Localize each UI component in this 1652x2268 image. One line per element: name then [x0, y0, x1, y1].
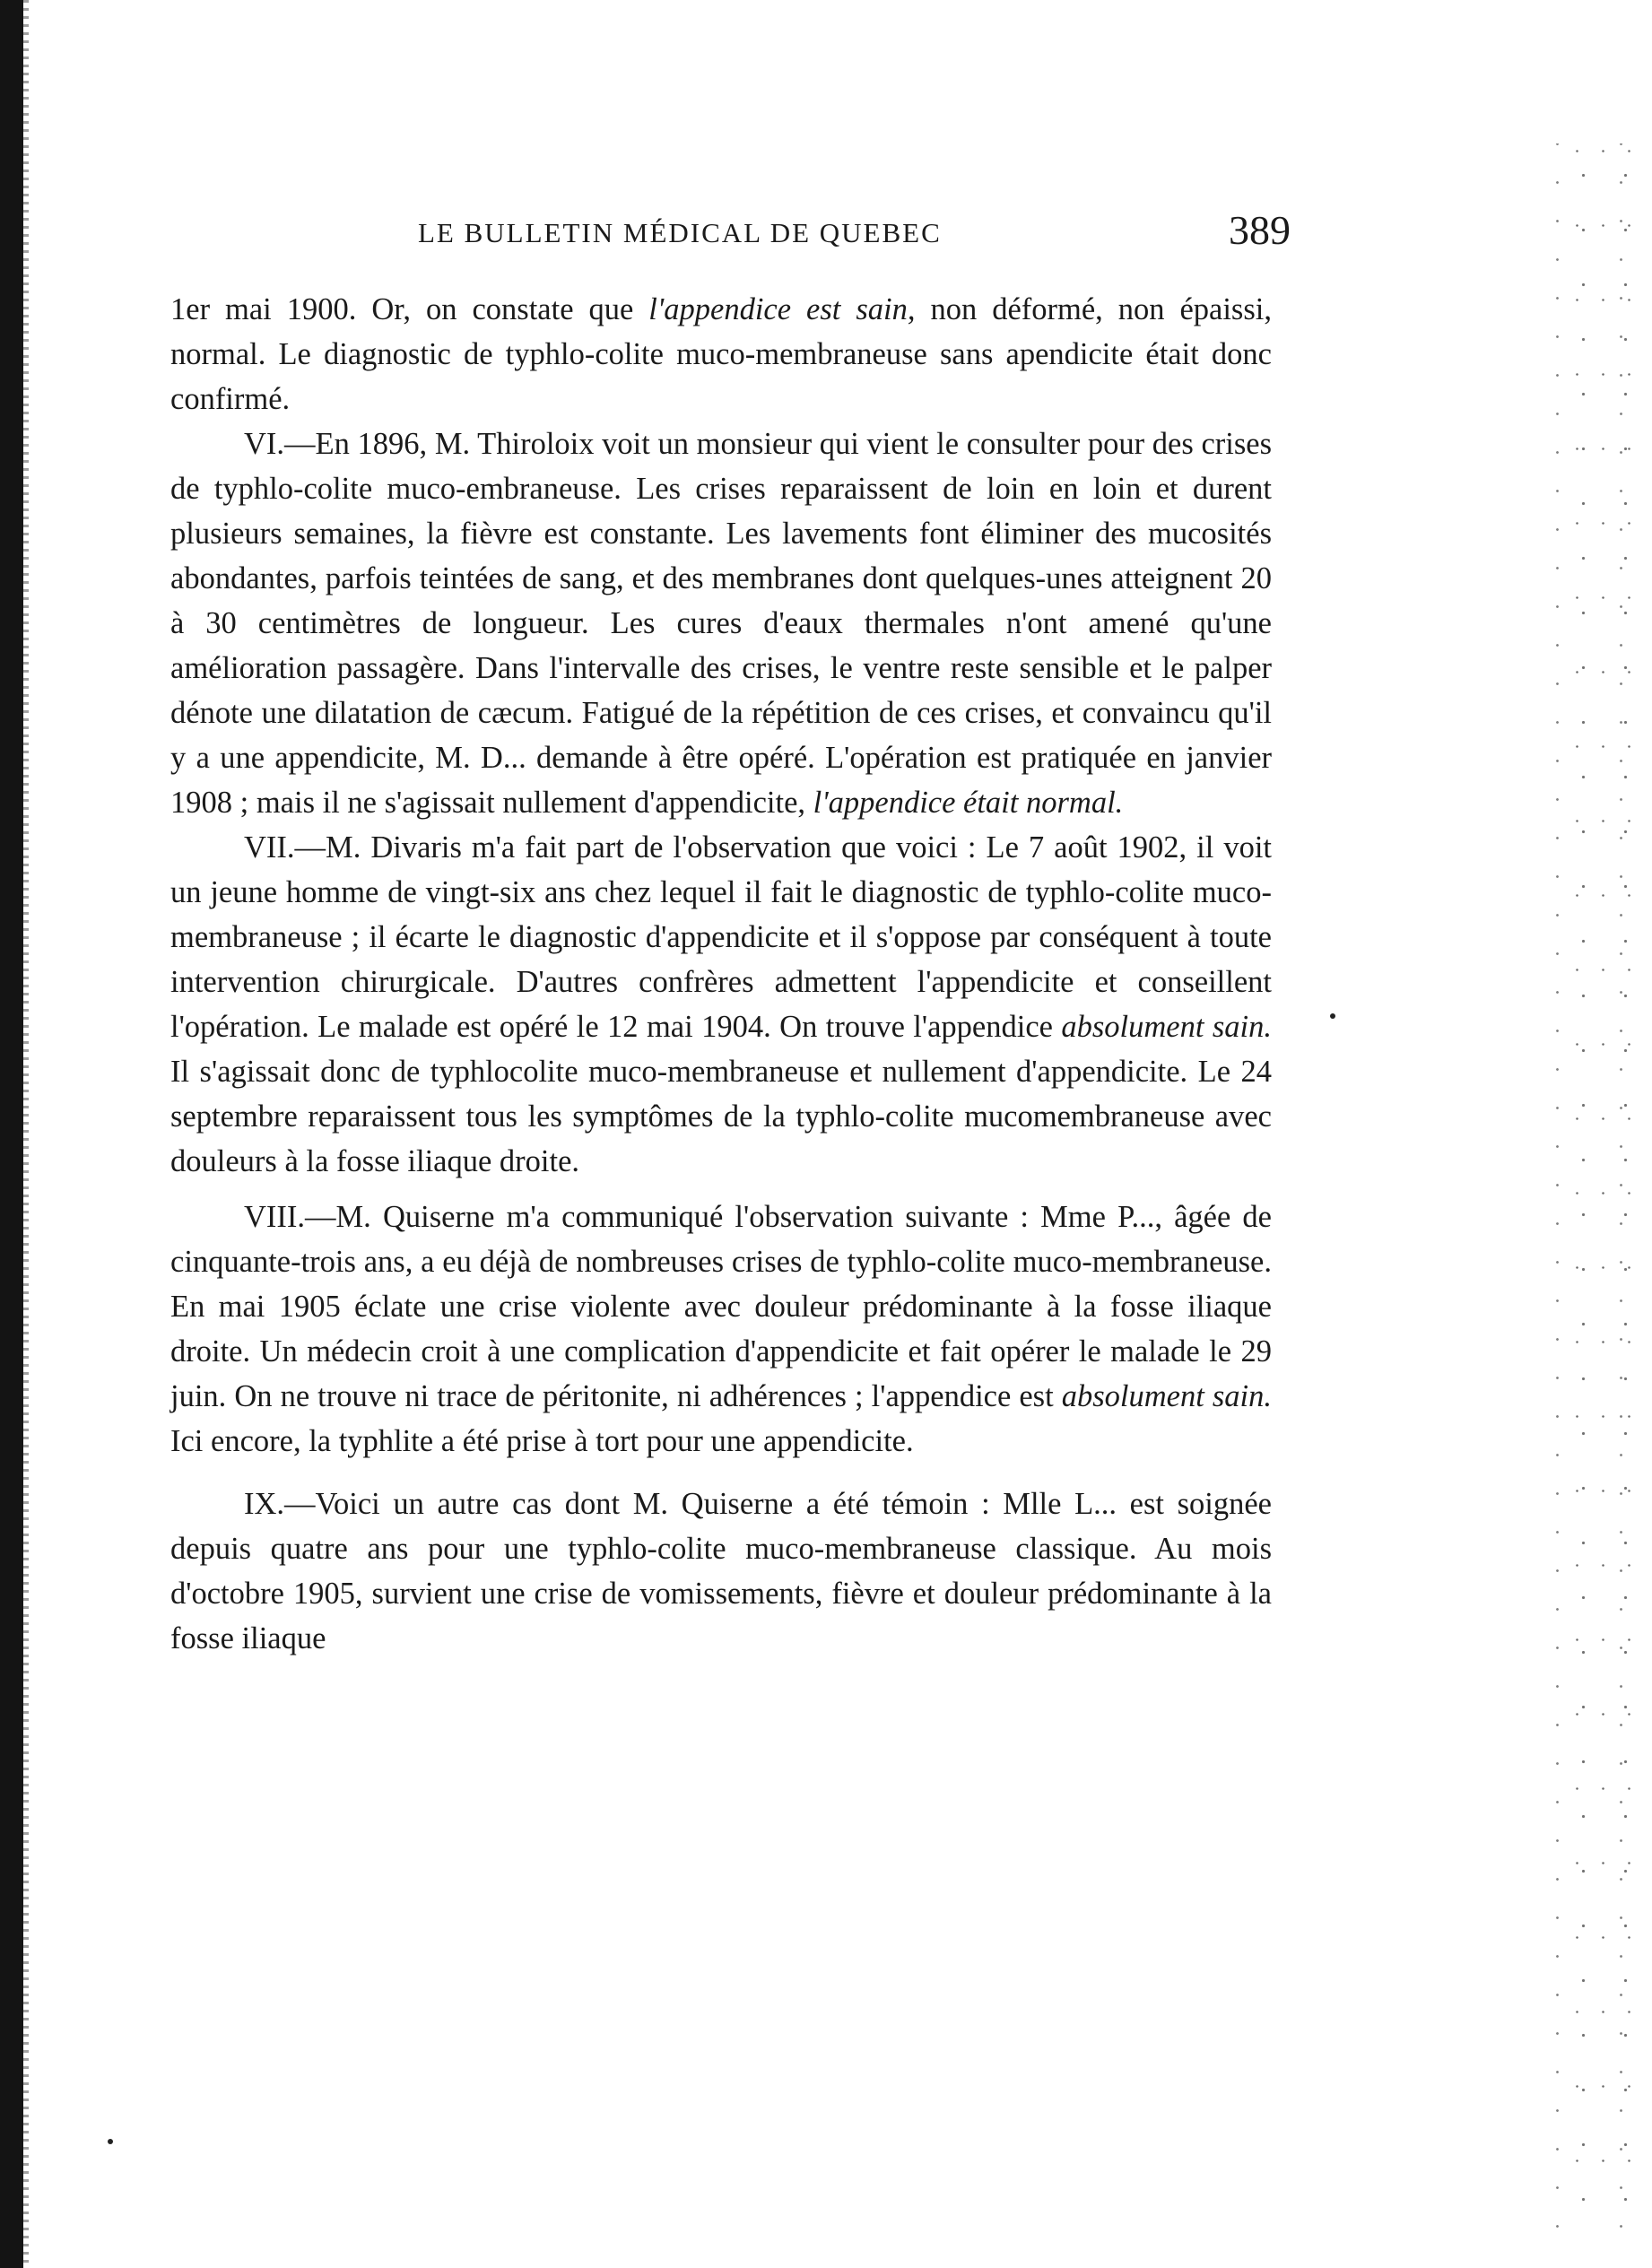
text-run: 1er mai 1900. Or, on constate que	[170, 292, 649, 326]
page-header	[418, 206, 1315, 269]
italic-run: absolument sain.	[1061, 1379, 1272, 1413]
paragraph-case-vii	[170, 825, 1272, 1184]
running-title: LE BULLETIN MÉDICAL DE QUEBEC	[418, 217, 942, 248]
text-run: IX.—Voici un autre cas dont M. Quiserne a été témoin : Mlle L... est soignée depuis quatre ans pour une typhlo-colite muco-membraneuse classique. Au mois d'octobre 1905, survient une crise de vomissements, fièvre et douleur prédominante à la fosse iliaque	[170, 1487, 1272, 1655]
text-run: VII.—M. Divaris m'a fait part de l'observation que voici : Le 7 août 1902, il voit un jeune homme de vingt-six ans chez lequel il fait le diagnostic de typhlo-colite muco-membraneuse ; il écarte le diagnostic d'appendicite et il s'oppose par conséquent à toute intervention chirurgicale. D'autres confrères admettent l'appendicite et conseillent l'opération. Le malade est opéré le 12 mai 1904. On trouve l'appendice	[170, 830, 1272, 1044]
text-run: VIII.—M. Quiserne m'a communiqué l'observation suivante : Mme P..., âgée de cinquante-trois ans, a eu déjà de nombreuses crises de typhlo-colite muco-membraneuse. En mai 1905 éclate une crise violente avec douleur prédominante à la fosse iliaque droite. Un médecin croit à une complication d'appendicite et fait opérer le malade le 29 juin. On ne trouve ni trace de péritonite, ni adhérences ; l'appendice est	[170, 1200, 1272, 1413]
italic-run: l'appendice est sain,	[648, 292, 916, 326]
text-run: VI.—En 1896, M. Thiroloix voit un monsieur qui vient le consulter pour des crises de typhlo-colite muco-embraneuse. Les crises reparaissent de loin en loin et durent plusieurs semaines, la fièvre est constante. Les lavements font éliminer des mucosités abondantes, parfois teintées de sang, et des membranes dont quelques-unes atteignent 20 à 30 centimètres de longueur. Les cures d'eaux thermales n'ont amené qu'une amélioration passagère. Dans l'intervalle des crises, le ventre reste sensible et le palper dénote une dilatation de cæcum. Fatigué de la répétition de ces crises, et convaincu qu'il y a une appendicite, M. D... demande à être opéré. L'opération est pratiquée en janvier 1908 ; mais il ne s'agissait nullement d'appendicite,	[170, 427, 1272, 820]
paragraph-case-ix	[170, 1482, 1272, 1661]
text-run: non déformé, non épaissi, normal. Le diagnostic de typhlo-colite muco-membraneuse sans apendicite était donc confirmé.	[170, 292, 1272, 416]
italic-run: l'appendice était normal.	[813, 786, 1124, 820]
binding-edge	[23, 0, 29, 2268]
stray-dot	[1330, 1013, 1335, 1019]
page-number: 389	[1229, 207, 1291, 253]
stray-dot	[108, 2139, 113, 2144]
paragraph-case-viii	[170, 1195, 1272, 1464]
binding-shadow	[0, 0, 23, 2268]
italic-run: absolument sain.	[1061, 1010, 1272, 1044]
margin-speckle	[1553, 143, 1652, 2233]
text-run: Ici encore, la typhlite a été prise à tort pour une appendicite.	[170, 1424, 914, 1458]
text-run: Il s'agissait donc de typhlocolite muco-membraneuse et nullement d'appendicite. Le 24 septembre reparaissent tous les symptômes de la typhlo-colite mucomembraneuse avec douleurs à la fosse iliaque droite.	[170, 1055, 1272, 1178]
paragraph-case-vi	[170, 421, 1272, 825]
paragraph	[170, 287, 1272, 421]
body-text	[170, 287, 1272, 1661]
